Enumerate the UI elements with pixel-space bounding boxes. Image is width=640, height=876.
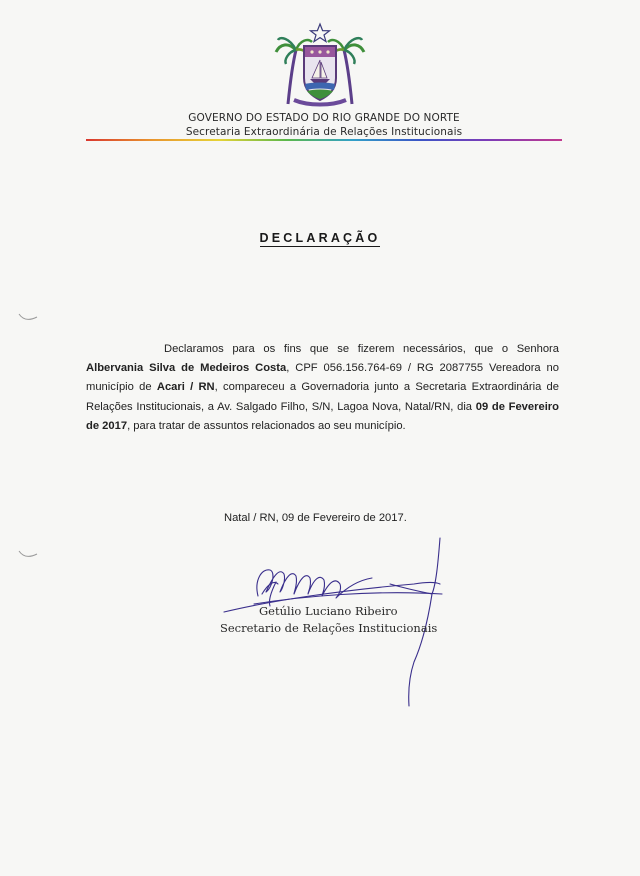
margin-mark-icon (17, 311, 39, 323)
place-and-date: Natal / RN, 09 de Fevereiro de 2017. (224, 512, 407, 524)
paragraph-part-3: , compareceu a Governadoria junto a Secretaria Extraordinária de Relações Institucionais, a Av. Salgado Filho, S/N, Lagoa Nova, Natal/RN, dia (86, 381, 559, 413)
margin-mark-icon (17, 548, 39, 560)
paragraph-part-1: Declaramos para os fins que se fizerem necessários, que o Senhora (164, 343, 559, 355)
secretariat-name: Secretaria Extraordinária de Relações Institucionais (185, 126, 463, 138)
header-divider (86, 139, 562, 141)
document-title (0, 231, 640, 245)
government-name: GOVERNO DO ESTADO DO RIO GRANDE DO NORTE (188, 112, 460, 124)
state-coat-of-arms-icon (274, 22, 366, 108)
signatory-role: Secretario de Relações Institucionais (220, 621, 438, 635)
signatory-name: Getúlio Luciano Ribeiro (259, 604, 398, 618)
paragraph-part-2: , CPF 056.156.764-69 / RG 2087755 Vereadora no município de (86, 362, 560, 394)
document-title-text: DECLARAÇÃO (259, 231, 381, 245)
person-name: Albervania Silva de Medeiros Costa (86, 362, 287, 375)
municipality: Acari / RN (156, 381, 215, 394)
visit-date: 09 de Fevereiro de 2017 (86, 400, 559, 432)
declaration-paragraph (86, 340, 559, 436)
paragraph-part-4: , para tratar de assuntos relacionados ao seu município. (127, 419, 406, 432)
